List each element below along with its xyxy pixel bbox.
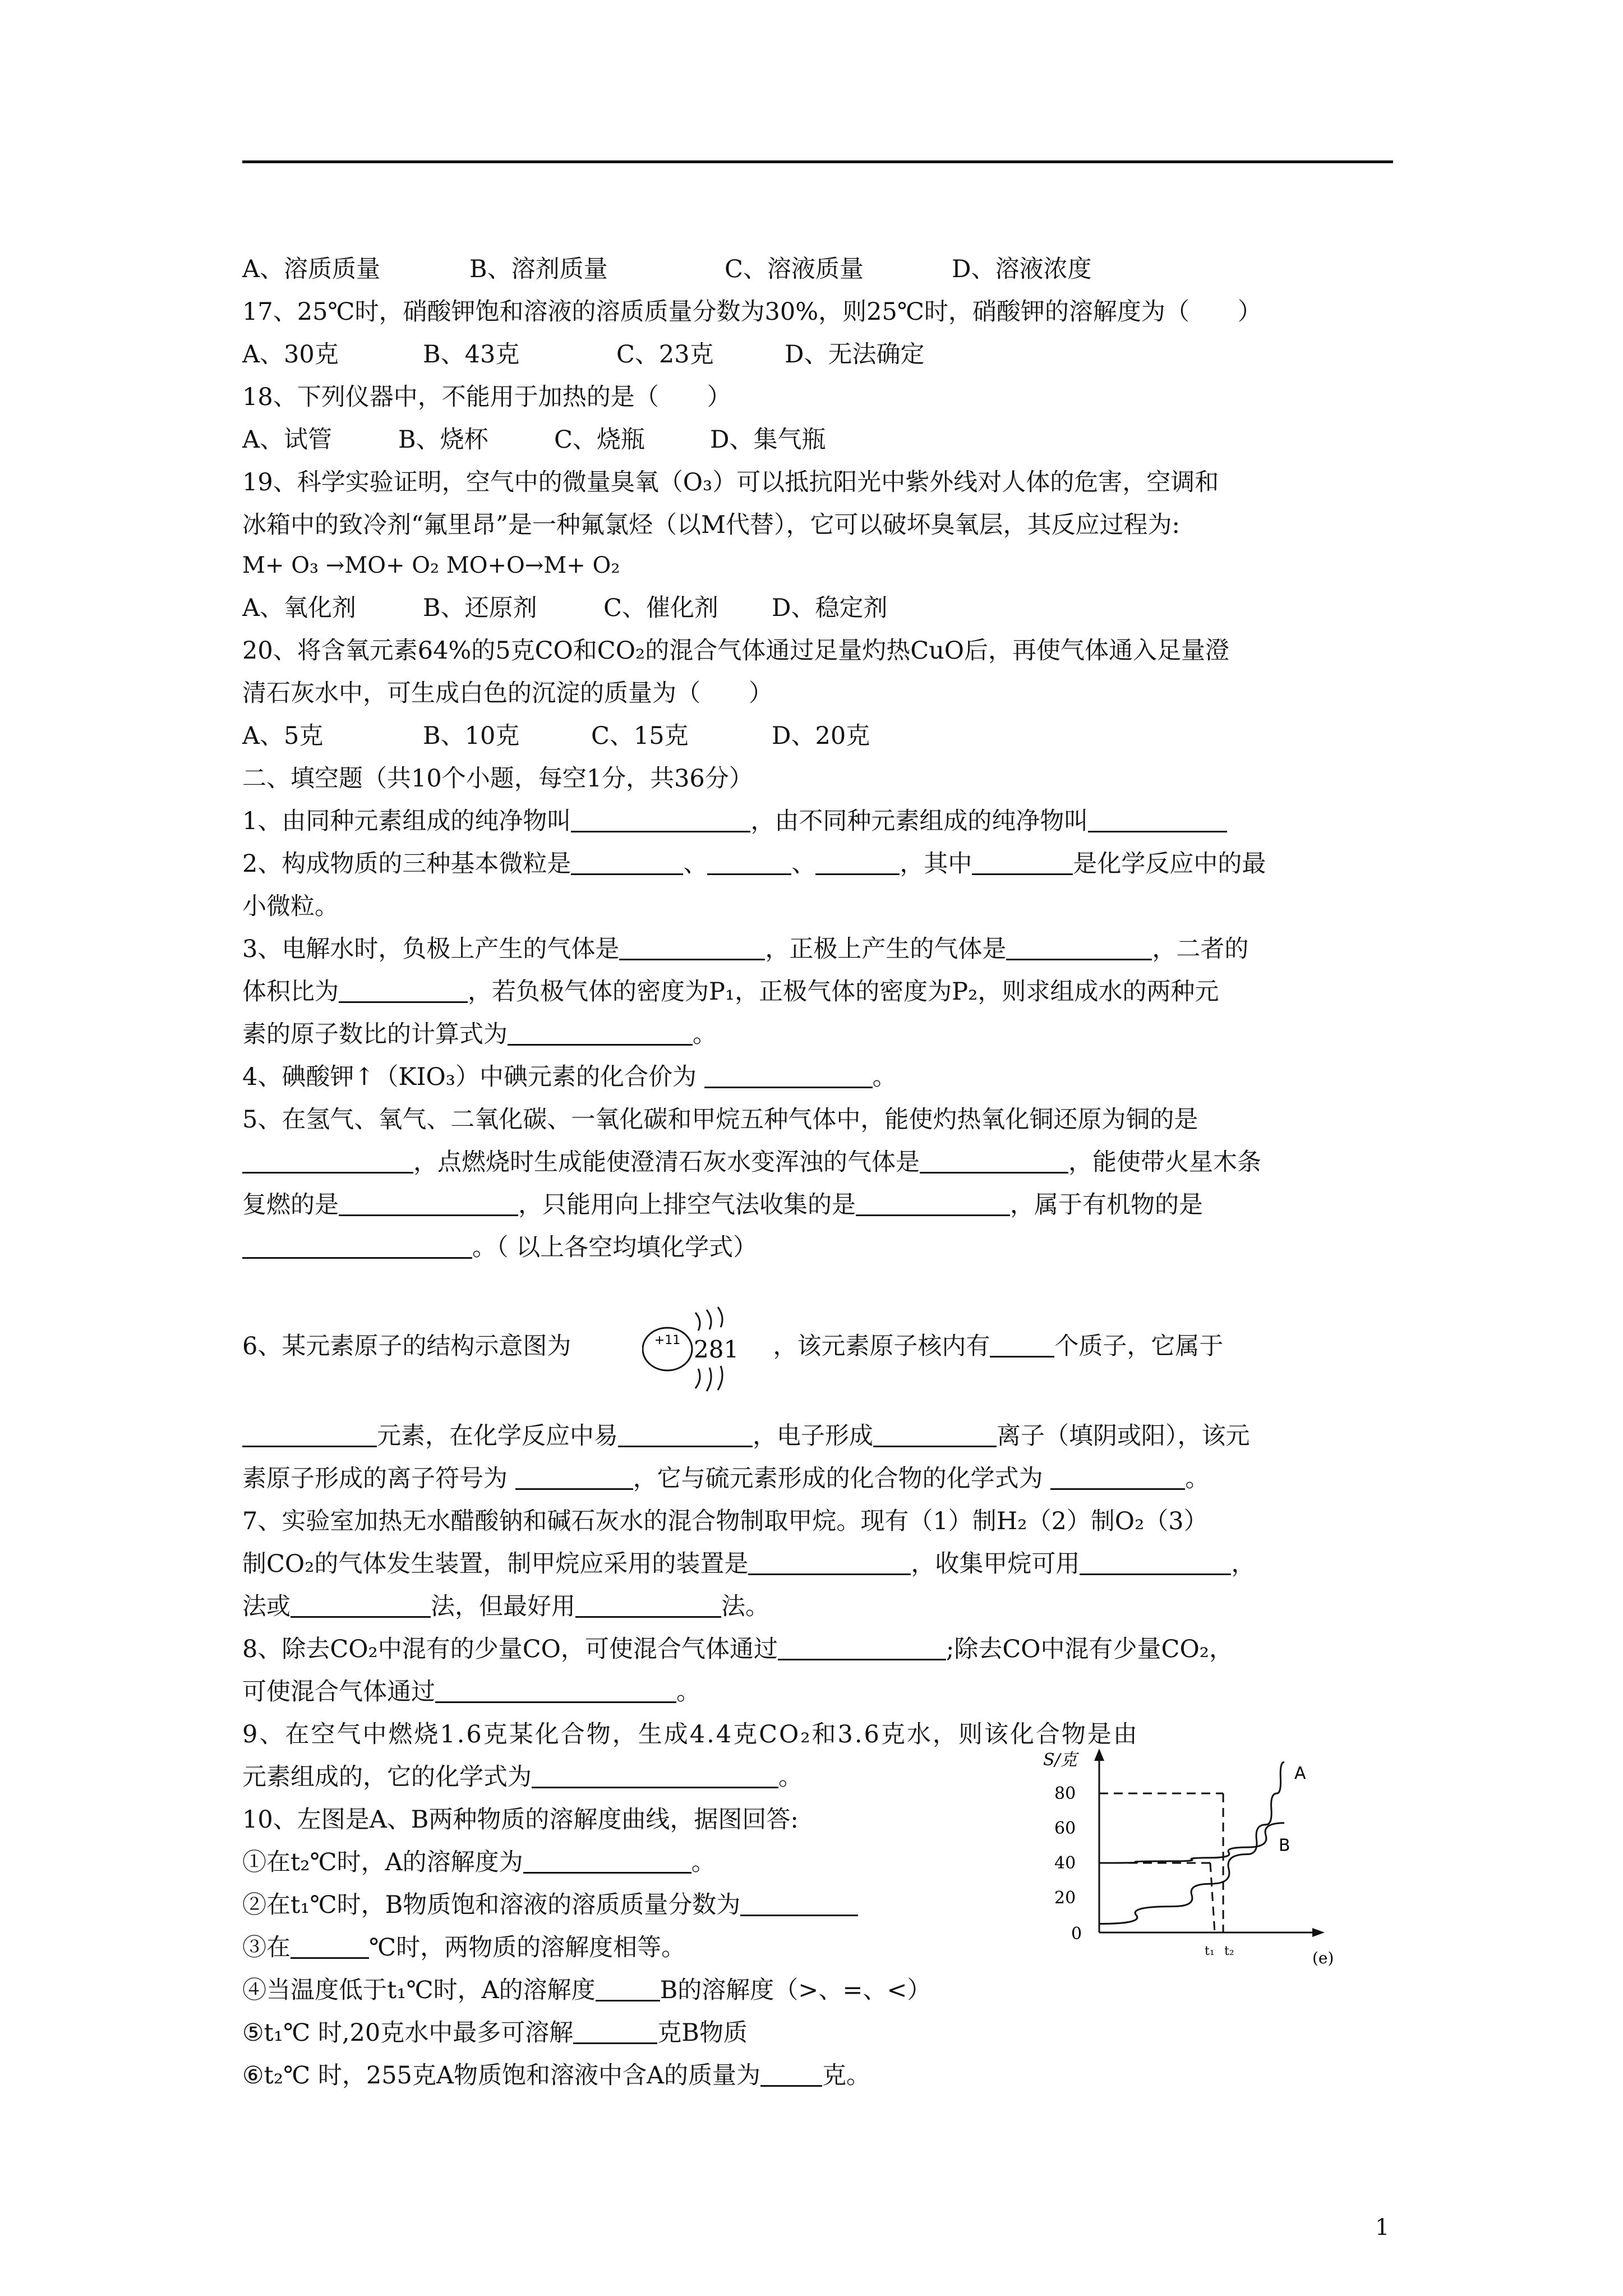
q19-reaction: M+ O₃ →MO+ O₂ MO+O→M+ O₂ (242, 553, 620, 578)
fill-1: 1、由同种元素组成的纯净物叫 ，由不同种元素组成的纯净物叫 (242, 806, 1227, 837)
electron-shell-arc (707, 1368, 711, 1391)
answer-blank[interactable] (815, 849, 900, 875)
fill-7-line2: 制CO₂的气体发生装置，制甲烷应采用的装置是 ，收集甲烷可用 ， (242, 1550, 1256, 1578)
fill-10-3: ③在 ℃时，两物质的溶解度相等。 (242, 1934, 686, 1962)
fill-3: 3、电解水时，负极上产生的气体是 ，正极上产生的气体是 ，二者的 (242, 935, 1249, 963)
y-tick-label: 40 (1054, 1853, 1076, 1873)
answer-blank[interactable] (707, 849, 791, 875)
answer-blank[interactable] (508, 1019, 693, 1046)
answer-blank[interactable] (523, 1847, 691, 1874)
answer-blank[interactable] (1006, 934, 1152, 960)
q17-option-a: A、30克 (242, 341, 339, 369)
answer-blank[interactable] (575, 1591, 721, 1618)
answer-blank[interactable] (435, 1677, 676, 1703)
fill-2-line2: 小微粒。 (242, 892, 339, 921)
fill-10: 10、左图是A、B两种物质的溶解度曲线，据图回答: (242, 1806, 799, 1834)
q17-option-c: C、23克 (616, 341, 714, 369)
answer-blank[interactable] (1050, 1464, 1185, 1490)
q16-options (242, 254, 1091, 285)
electron-shell-arc (718, 1366, 722, 1390)
reference-line-t1 (1210, 1863, 1215, 1932)
answer-blank[interactable] (291, 1591, 431, 1618)
solubility-chart (1021, 1742, 1335, 1972)
q17-options (242, 339, 924, 370)
page-number: 1 (1375, 2215, 1390, 2240)
electron-shell-arc (707, 1310, 711, 1329)
answer-blank[interactable] (242, 1232, 472, 1259)
fill-8-line2: 可使混合气体通过 。 (242, 1678, 700, 1706)
answer-blank[interactable] (291, 1932, 369, 1959)
answer-blank[interactable] (778, 1634, 946, 1660)
q16-option-b: B、溶剂质量 (469, 255, 608, 283)
fill-6-line3: 素原子形成的离子符号为 ，它与硫元素形成的化合物的化学式为 。 (242, 1465, 1210, 1493)
series-label-B: B (1279, 1835, 1290, 1856)
q20-option-c: C、15克 (591, 722, 689, 750)
fill-6: 6、某元素原子的结构示意图为 ，该元素原子核内有 个质子，它属于 (242, 1332, 1224, 1360)
fill-10-4: ④当温度低于t₁℃时，A的溶解度 B的溶解度（>、=、<） (242, 1976, 932, 2004)
fill-5-line2: ，点燃烧时生成能使澄清石灰水变浑浊的气体是 ，能使带火星木条 (242, 1147, 1261, 1178)
q18: 18、下列仪器中，不能用于加热的是（ ） (242, 383, 731, 411)
q16-option-c: C、溶液质量 (725, 255, 864, 283)
y-axis-label: S/克 (1043, 1750, 1077, 1770)
fill-10-1: ①在t₂℃时，A的溶解度为 。 (242, 1848, 716, 1876)
answer-blank[interactable] (1080, 1549, 1231, 1575)
answer-blank[interactable] (972, 849, 1073, 875)
series-curve-A (1099, 1762, 1284, 1924)
answer-blank[interactable] (856, 1190, 1010, 1216)
answer-blank[interactable] (704, 1062, 873, 1088)
y-tick-label: 80 (1054, 1784, 1076, 1803)
answer-blank[interactable] (748, 1549, 911, 1575)
fill-2: 2、构成物质的三种基本微粒是 、 、 ，其中 是化学反应中的最 (242, 850, 1266, 878)
q20-options (242, 720, 870, 752)
x-axis-arrow (1312, 1928, 1325, 1937)
q19-option-b: B、还原剂 (423, 594, 537, 622)
fill-8: 8、除去CO₂中混有的少量CO，可使混合气体通过 ;除去CO中混有少量CO₂， (242, 1635, 1233, 1663)
q20-option-d: D、20克 (772, 722, 870, 750)
q19-line1: 19、科学实验证明，空气中的微量臭氧（O₃）可以抵抗阳光中紫外线对人体的危害，空调和 (242, 468, 1219, 496)
answer-blank[interactable] (242, 1147, 413, 1174)
q16-option-d: D、溶液浓度 (952, 255, 1092, 283)
electron-shell-arc (718, 1307, 722, 1327)
q19-line2: 冰箱中的致冷剂“氟里昂”是一种氟氯烃（以M代替），它可以破坏臭氧层，其反应过程为: (242, 511, 1180, 539)
fill-10-6: ⑥t₂℃ 时，255克A物质饱和溶液中含A的质量为 克。 (242, 2062, 871, 2090)
fill-5-line4: 。（ 以上各空均填化学式） (242, 1232, 757, 1263)
fill-10-2: ②在t₁℃时，B物质饱和溶液的溶质质量分数为 (242, 1889, 858, 1921)
q20-line1: 20、将含氧元素64%的5克CO和CO₂的混合气体通过足量灼热CuO后，再使气体通入足量澄 (242, 637, 1230, 665)
q18-option-d: D、集气瓶 (710, 426, 826, 454)
q17: 17、25℃时，硝酸钾饱和溶液的溶质质量分数为30%，则25℃时，硝酸钾的溶解度为（ ） (242, 298, 1262, 326)
q19-option-d: D、稳定剂 (772, 594, 888, 622)
fill-7-line3: 法或 法，但最好用 法。 (242, 1593, 769, 1621)
answer-blank[interactable] (873, 1421, 997, 1447)
answer-blank[interactable] (760, 2060, 822, 2087)
section-2-heading: 二、填空题（共10个小题，每空1分，共36分） (242, 765, 753, 793)
x-tick-label: t₁ (1205, 1944, 1215, 1958)
x-tick-label: t₂ (1224, 1944, 1234, 1958)
answer-blank[interactable] (990, 1331, 1054, 1358)
answer-blank[interactable] (596, 1975, 660, 2001)
answer-blank[interactable] (571, 849, 683, 875)
fill-6-line2: 元素，在化学反应中易 ，电子形成 离子（填阴或阳），该元 (242, 1420, 1250, 1452)
q16-option-a: A、溶质质量 (242, 255, 381, 283)
answer-blank[interactable] (573, 2018, 657, 2044)
fill-4: 4、碘酸钾↑（KIO₃）中碘元素的化合价为 。 (242, 1063, 897, 1091)
answer-blank[interactable] (571, 806, 750, 832)
q17-option-d: D、无法确定 (785, 341, 925, 369)
series-label-A: A (1294, 1764, 1306, 1784)
answer-blank[interactable] (532, 1762, 778, 1788)
header-rule (242, 160, 1393, 163)
fill-5: 5、在氢气、氧气、二氧化碳、一氧化碳和甲烷五种气体中，能使灼热氧化铜还原为铜的是 (242, 1106, 1198, 1134)
answer-blank[interactable] (515, 1464, 633, 1490)
fill-3-line3: 素的原子数比的计算式为 。 (242, 1020, 717, 1048)
chart-plot-layer (1043, 1749, 1334, 1967)
answer-blank[interactable] (1088, 806, 1227, 832)
atom-structure-diagram (642, 1290, 794, 1402)
nucleus-charge: +11 (654, 1333, 681, 1347)
fill-9-line2: 元素组成的，它的化学式为 。 (242, 1763, 803, 1791)
fill-10-5: ⑤t₁℃ 时,20克水中最多可溶解 克B物质 (242, 2019, 748, 2047)
answer-blank[interactable] (619, 934, 765, 960)
answer-blank[interactable] (618, 1421, 753, 1447)
electron-counts: 281 (694, 1336, 739, 1363)
fill-3-line2: 体积比为 ，若负极气体的密度为P₁，正极气体的密度为P₂，则求组成水的两种元 (242, 978, 1219, 1006)
answer-blank[interactable] (339, 1190, 518, 1216)
q20-option-b: B、10克 (423, 722, 520, 750)
electron-shell-arc (695, 1313, 700, 1331)
fill-9: 9、在空气中燃烧1.6克某化合物，生成4.4克CO₂和3.6克水，则该化合物是由 (242, 1720, 1139, 1749)
q19-option-a: A、氧化剂 (242, 594, 357, 622)
q18-option-c: C、烧瓶 (554, 426, 645, 454)
fill-7: 7、实验室加热无水醋酸钠和碱石灰水的混合物制取甲烷。现有（1）制H₂（2）制O₂（3） (242, 1507, 1208, 1535)
origin-label: 0 (1071, 1924, 1082, 1944)
answer-blank[interactable] (339, 977, 468, 1003)
q20-line2: 清石灰水中，可生成白色的沉淀的质量为（ ） (242, 679, 773, 707)
y-axis-arrow (1094, 1749, 1104, 1761)
q20-option-a: A、5克 (242, 722, 324, 750)
q18-option-a: A、试管 (242, 426, 333, 454)
q17-option-b: B、43克 (423, 341, 520, 369)
x-axis-label: (e) (1312, 1949, 1334, 1967)
q18-option-b: B、烧杯 (398, 426, 488, 454)
fill-5-line3: 复燃的是 ，只能用向上排空气法收集的是 ，属于有机物的是 (242, 1191, 1203, 1219)
y-tick-label: 20 (1054, 1888, 1076, 1908)
answer-blank[interactable] (740, 1890, 858, 1916)
q18-options (242, 424, 826, 455)
q19-options (242, 592, 887, 624)
answer-blank[interactable] (920, 1147, 1068, 1174)
answer-blank[interactable] (242, 1421, 377, 1447)
y-tick-label: 60 (1054, 1819, 1076, 1838)
q19-option-c: C、催化剂 (603, 594, 718, 622)
electron-shell-arc (695, 1369, 700, 1388)
